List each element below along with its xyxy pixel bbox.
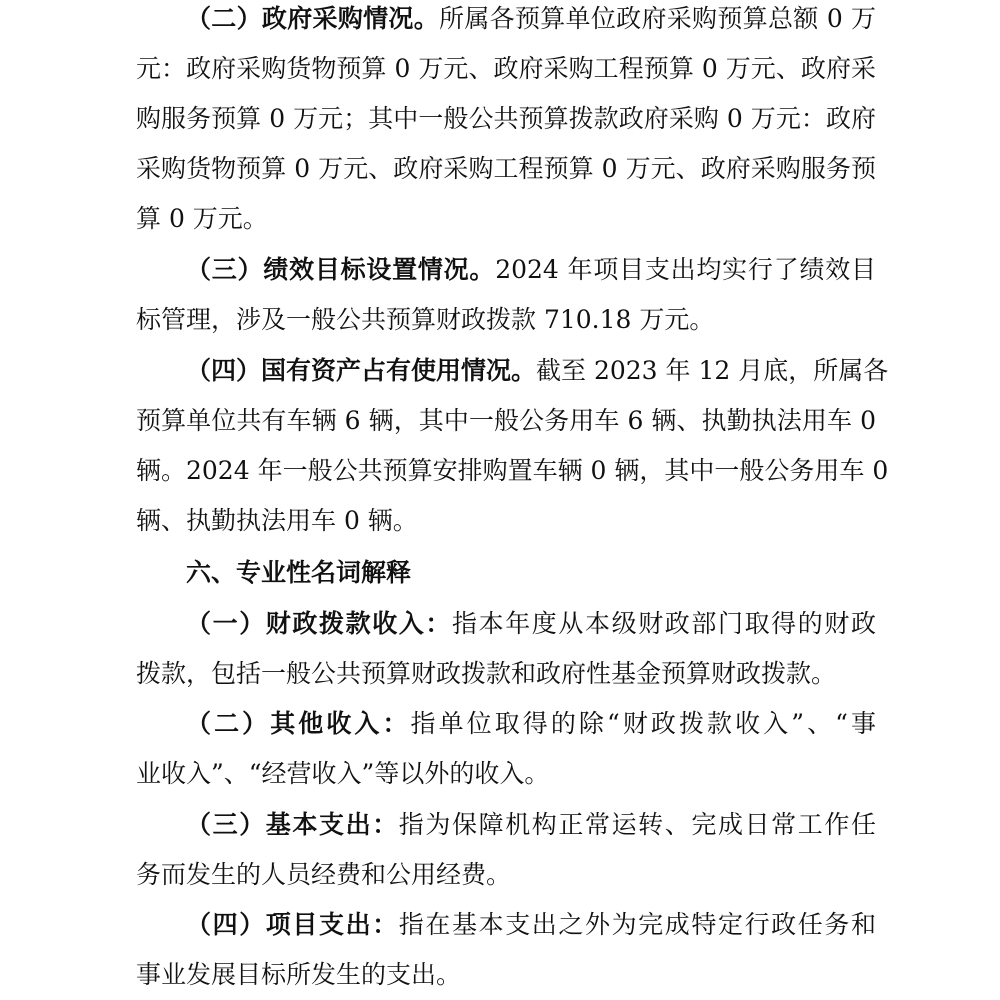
term-4-line-2: 事业发展目标所发生的支出。 — [136, 960, 462, 989]
term-4-text-1: 指在基本支出之外为完成特定行政任务和 — [398, 910, 876, 939]
term-4-line-1 — [186, 900, 876, 950]
assets-line-1 — [186, 346, 889, 396]
term-2-lead: （二）其他收入： — [186, 709, 411, 738]
term-4-lead: （四）项目支出： — [186, 910, 399, 939]
procurement-line-1 — [186, 0, 876, 44]
term-2-line-1 — [186, 699, 876, 749]
procurement-line-4: 采购货物预算 0 万元、政府采购工程预算 0 万元、政府采购服务预 — [136, 154, 876, 183]
term-3-lead: （三）基本支出： — [186, 810, 399, 839]
performance-line-1 — [186, 245, 876, 295]
procurement-line-3: 购服务预算 0 万元；其中一般公共预算拨款政府采购 0 万元：政府 — [136, 104, 876, 133]
assets-line-4: 辆、执勤执法用车 0 辆。 — [136, 506, 418, 535]
performance-text-1: 2024 年项目支出均实行了绩效目 — [495, 255, 876, 284]
term-1-text-1: 指本年度从本级财政部门取得的财政 — [452, 609, 876, 638]
term-1-line-1 — [186, 599, 876, 649]
assets-lead: （四）国有资产占有使用情况。 — [186, 356, 537, 385]
assets-line-2: 预算单位共有车辆 6 辆，其中一般公务用车 6 辆、执勤执法用车 0 — [136, 406, 876, 435]
performance-lead: （三）绩效目标设置情况。 — [186, 255, 496, 284]
term-2-line-2: 业收入”、“经营收入”等以外的收入。 — [136, 759, 550, 788]
term-2-text-1: 指单位取得的除“财政拨款收入”、“事 — [410, 709, 876, 738]
procurement-line-2: 元：政府采购货物预算 0 万元、政府采购工程预算 0 万元、政府采 — [136, 54, 876, 83]
term-1-lead: （一）财政拨款收入： — [186, 609, 452, 638]
term-3-text-1: 指为保障机构正常运转、完成日常工作任 — [398, 810, 876, 839]
performance-line-2: 标管理，涉及一般公共预算财政拨款 710.18 万元。 — [136, 305, 715, 334]
assets-line-3: 辆。2024 年一般公共预算安排购置车辆 0 辆，其中一般公务用车 0 — [136, 456, 889, 485]
procurement-line-5: 算 0 万元。 — [136, 204, 268, 233]
procurement-lead: （二）政府采购情况。 — [186, 4, 440, 33]
term-3-line-1 — [186, 800, 876, 850]
term-1-line-2: 拨款，包括一般公共预算财政拨款和政府性基金预算财政拨款。 — [136, 659, 837, 688]
term-3-line-2: 务而发生的人员经费和公用经费。 — [136, 860, 512, 889]
section-heading: 六、专业性名词解释 — [186, 558, 412, 587]
assets-text-1: 截至 2023 年 12 月底，所属各 — [536, 356, 889, 385]
procurement-text-1: 所属各预算单位政府采购预算总额 0 万 — [439, 4, 876, 33]
